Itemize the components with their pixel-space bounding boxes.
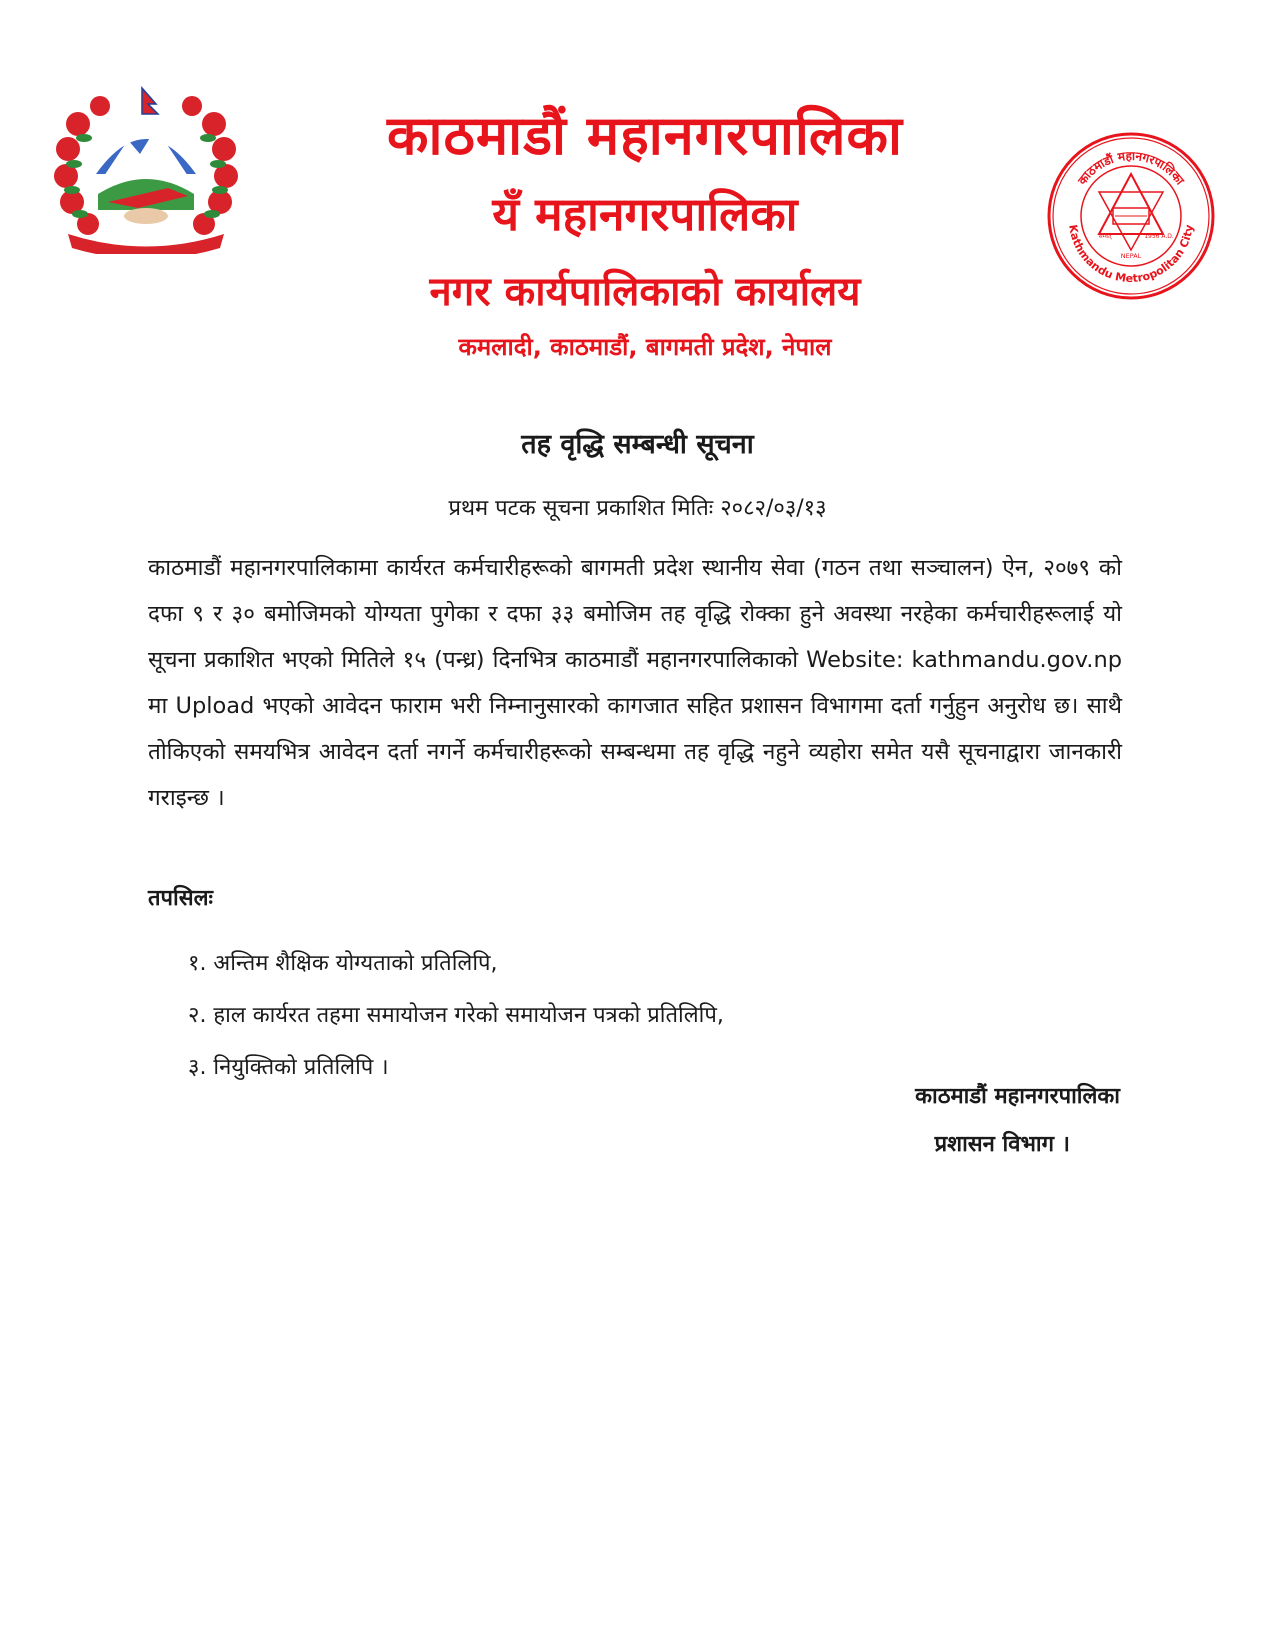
seal-bottom-text: Kathmandu Metropolitan City [1066,223,1196,286]
tapasil-label: तपसिलः [148,886,213,911]
signature-office: काठमाडौं महानगरपालिका [915,1084,1120,1109]
seal-year-left: सम्वत् [1098,233,1112,240]
list-item: १. अन्तिम शैक्षिक योग्यताको प्रतिलिपि, [188,951,498,976]
nepal-emblem-icon [48,84,244,254]
header-address: कमलादी, काठमाडौं, बागमती प्रदेश, नेपाल [458,333,832,361]
publish-date: प्रथम पटक सूचना प्रकाशित मितिः २०८२/०३/१३ [448,496,827,521]
notice-title: तह वृद्धि सम्बन्धी सूचना [521,429,754,460]
seal-nepal-text: NEPAL [1120,252,1142,260]
signature-department: प्रशासन विभाग । [934,1132,1070,1157]
svg-text:काठमाडौं महानगरपालिका [1074,149,1187,188]
header-title-line2: यँ महानगरपालिका [492,187,798,241]
seal-year-right: 1956 A.D. [1144,233,1174,240]
list-item: २. हाल कार्यरत तहमा समायोजन गरेको समायोजन पत्रको प्रतिलिपि, [188,1003,724,1028]
seal-top-text: काठमाडौं महानगरपालिका [1075,148,1187,188]
notice-paragraph: काठमाडौं महानगरपालिकामा कार्यरत कर्मचारीहरूको बागमती प्रदेश स्थानीय सेवा (गठन तथा सञ्चालन) ऐन, २०७९ को दफा ९ र ३० बमोजिमको योग्यता पुगेका र दफा ३३ बमोजिम तह वृद्धि रोक्का हुने अवस्था नरहेका कर्मचारीहरूलाई यो सूचना प्रकाशित भएको मितिले १५ (पन्ध्र) दिनभित्र काठमाडौं महानगरपालिकाको Website: kathmandu.gov.np मा Upload भएको आवेदन फाराम भरी निम्नानुसारको कागजात सहित प्रशासन विभागमा दर्ता गर्नुहुन अनुरोध छ। साथै तोकिएको समयभित्र आवेदन दर्ता नगर्ने कर्मचारीहरूको सम्बन्धमा तह वृद्धि नहुने व्यहोरा समेत यसै सूचनाद्वारा जानकारी गराइन्छ । [148,555,1122,811]
list-item: ३. नियुक्तिको प्रतिलिपि । [188,1055,389,1080]
header-title-line1: काठमाडौं महानगरपालिका [387,104,903,167]
kathmandu-metropolitan-seal-icon [1045,130,1217,302]
header-title-line3: नगर कार्यपालिकाको कार्यालय [429,269,861,315]
svg-text:·: · [144,241,148,249]
document-list [188,938,724,1094]
